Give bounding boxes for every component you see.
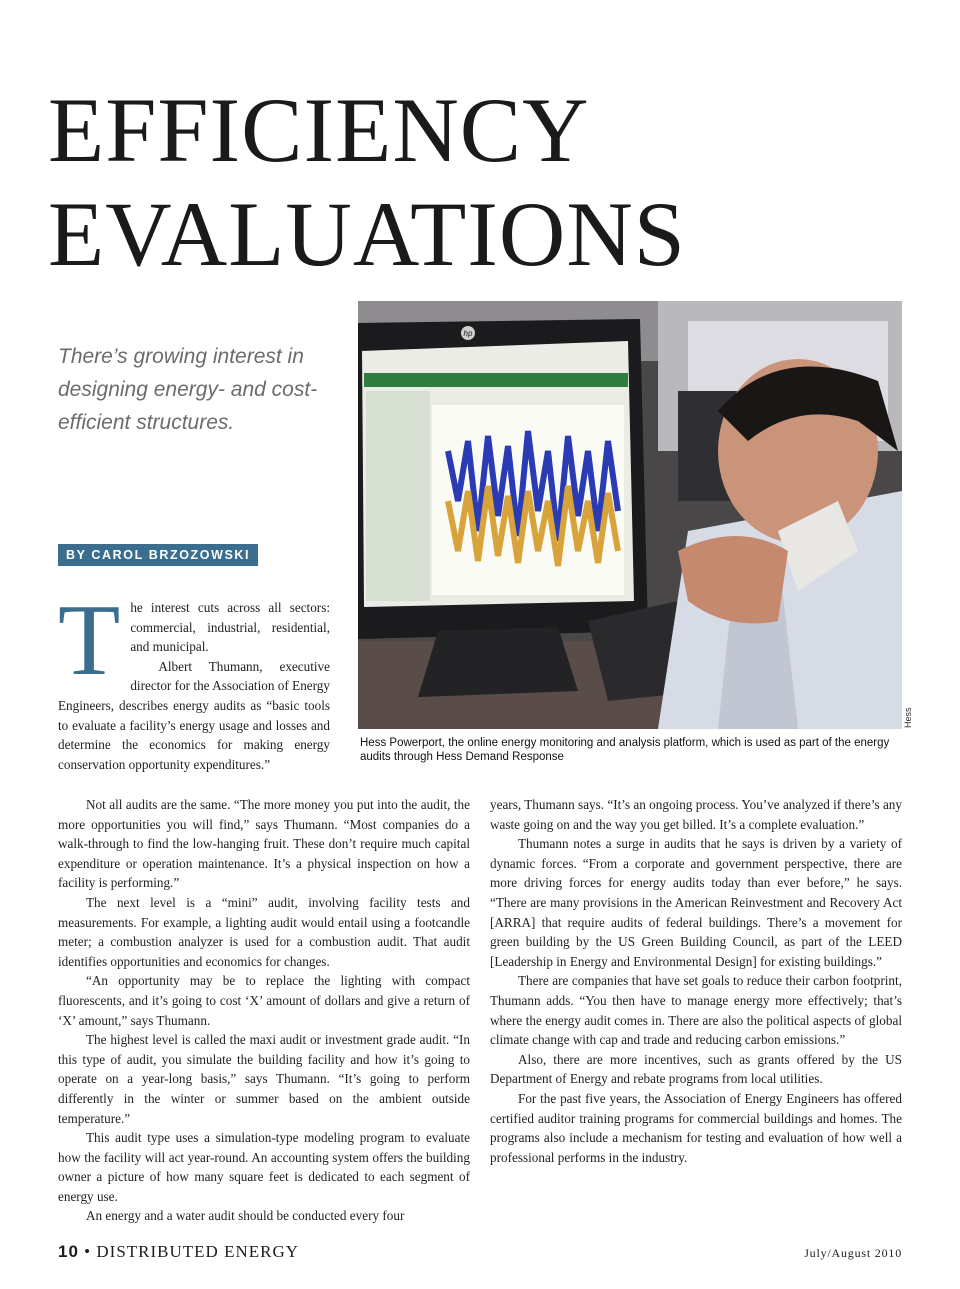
issue-date: July/August 2010 [804, 1246, 902, 1260]
publication-name: DISTRIBUTED ENERGY [96, 1242, 300, 1261]
photo-caption: Hess Powerport, the online energy monitoring and analysis platform, which is used as part of the energy audits through Hess Demand Response [360, 737, 890, 763]
byline: BY CAROL BRZOZOWSKI [58, 544, 258, 566]
body-paragraph: There are companies that have set goals to reduce their carbon footprint, Thumann adds. “You then have to manage energy more effectively; that’s where the energy audit comes in. There are also the political aspects of global climate change with cap and trade and reducing carbon emissions.” [490, 973, 902, 1048]
article-intro [58, 584, 330, 774]
footer-bullet: • [84, 1242, 92, 1261]
headline-line-2: EVALUATIONS [48, 183, 686, 285]
headline-line-1: EFFICIENCY [48, 79, 590, 181]
footer-folio [58, 1242, 299, 1262]
article-column-left [58, 795, 470, 1226]
deck-subtitle: There’s growing interest in designing energy- and cost-efficient structures. [58, 345, 318, 434]
body-paragraph: The highest level is called the maxi audit or investment grade audit. “In this type of audit, you simulate the building facility and how it’s going to operate on a year-long basis,” says Thumann. “It’s going to perform differently in the winter or summer based on the ambient outside temperature.” [58, 1032, 470, 1126]
body-paragraph: The next level is a “mini” audit, involving facility tests and measurements. For example, a lighting audit would entail using a footcandle meter; a combustion analyzer is used for a combustion audit. That audit identifies opportunities and economics for changes. [58, 894, 470, 969]
body-paragraph: years, Thumann says. “It’s an ongoing process. You’ve analyzed if there’s any waste going on and the way you get billed. It’s a complete evaluation.” [490, 797, 902, 832]
drop-cap: T [58, 584, 121, 697]
body-paragraph: An energy and a water audit should be conducted every four [86, 1208, 405, 1224]
headline [48, 78, 686, 286]
photo-credit: Hess [903, 707, 913, 728]
monitor-brand-logo: hp [463, 329, 473, 338]
intro-paragraph: Albert Thumann, executive director for the Association of Energy Engineers, describes energy audits as “basic tools to evaluate a facility’s energy usage and losses and determine the economics for making energy conservation opportunity expenditures.” [58, 658, 330, 772]
body-paragraph: For the past five years, the Association of Energy Engineers has offered certified auditor training programs for commercial buildings and homes. The programs also include a mechanism for testing and evaluation of how well a professional performs in the industry. [490, 1090, 902, 1165]
body-paragraph: Not all audits are the same. “The more money you put into the audit, the more opportunities you will find,” says Thumann. “Most companies do a walk-through to find the low-hanging fruit. These don’t require much capital expenditure or operation maintenance. It’s a physical inspection on how a facility is performing.” [58, 797, 470, 891]
body-paragraph: Thumann notes a surge in audits that he says is driven by a variety of dynamic forces. “From a corporate and government perspective, there are more driving forces for energy audits today than ever before,” he says. “There are many provisions in the American Reinvestment and Recovery Act [ARRA] that require audits of federal buildings. There’s a movement for green building by the US Green Building Council, as part of the LEED [Leadership in Energy and Environmental Design] for existing buildings.” [490, 836, 902, 969]
body-paragraph: “An opportunity may be to replace the lighting with compact fluorescents, and it’s going to cost ‘X’ amount of dollars and give a return of ‘X’ amount,” says Thumann. [58, 973, 470, 1028]
article-column-right [490, 795, 902, 1167]
body-paragraph: This audit type uses a simulation-type modeling program to evaluate how the facility will act year-round. An accounting system offers the building owner a picture of how many square feet is dedicated to each segment of energy use. [58, 1130, 470, 1204]
page-number: 10 [58, 1242, 79, 1261]
screen-toolbar [364, 373, 628, 387]
intro-paragraph: he interest cuts across all sectors: commercial, industrial, residential, and municipal. [130, 600, 330, 655]
body-paragraph: Also, there are more incentives, such as grants offered by the US Department of Energy and rebate programs from local utilities. [490, 1051, 902, 1087]
photo-illustration [358, 301, 902, 729]
article-photo [358, 301, 902, 729]
